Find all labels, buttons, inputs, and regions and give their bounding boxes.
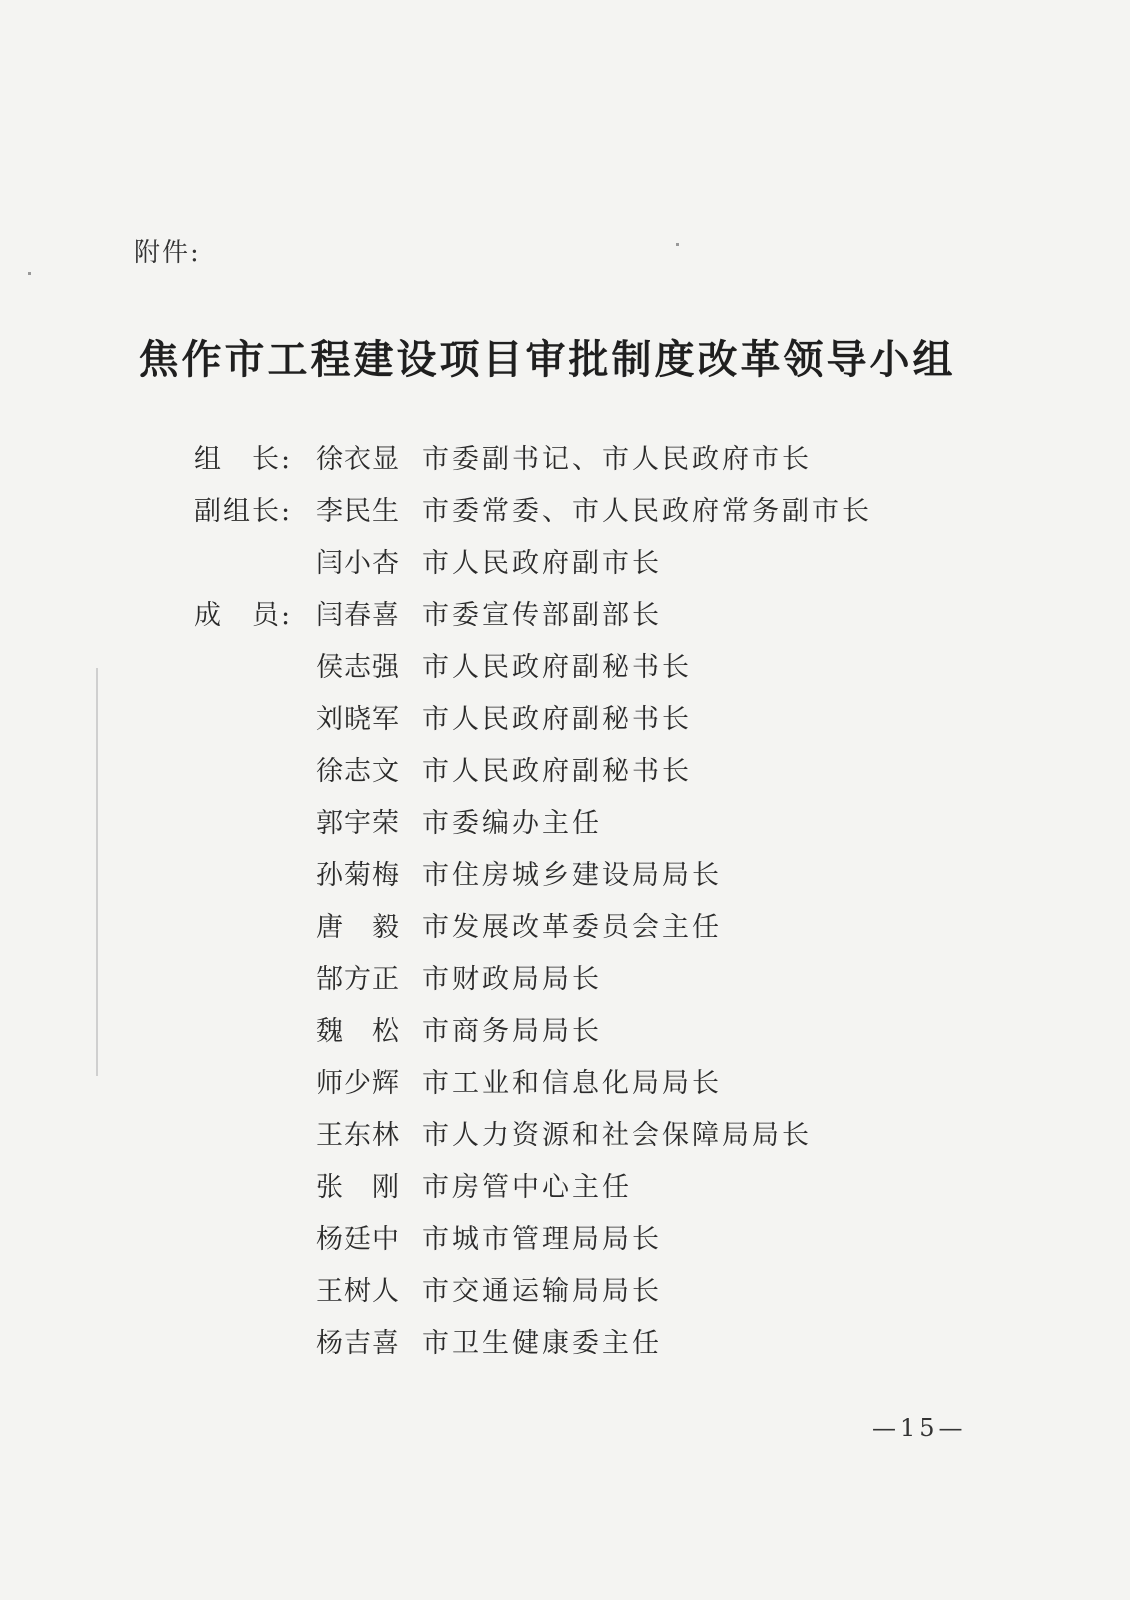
- member-name: 唐 毅: [316, 912, 400, 943]
- member-title: 市商务局局长: [422, 1016, 602, 1047]
- member-title: 市人力资源和社会保障局局长: [422, 1120, 812, 1151]
- member-title: 市工业和信息化局局长: [422, 1068, 722, 1099]
- member-title: 市卫生健康委主任: [422, 1328, 662, 1359]
- member-name: 郜方正: [316, 964, 400, 995]
- scan-dot: [28, 272, 31, 275]
- member-name: 闫小杏: [316, 548, 400, 579]
- member-name: 杨吉喜: [316, 1328, 400, 1359]
- member-name: 张 刚: [316, 1172, 400, 1203]
- member-title: 市委常委、市人民政府常务副市长: [422, 496, 872, 527]
- member-name: 侯志强: [316, 652, 400, 683]
- member-title: 市人民政府副市长: [422, 548, 662, 579]
- member-title: 市城市管理局局长: [422, 1224, 662, 1255]
- member-title: 市委编办主任: [422, 808, 602, 839]
- member-name: 刘晓军: [316, 704, 400, 735]
- role-label: 组 长:: [194, 444, 293, 475]
- member-title: 市财政局局长: [422, 964, 602, 995]
- member-title: 市人民政府副秘书长: [422, 652, 692, 683]
- role-label: 副组长:: [194, 496, 293, 527]
- page-number: —15—: [872, 1414, 967, 1442]
- member-name: 李民生: [316, 496, 400, 527]
- scan-dot: [676, 243, 679, 246]
- member-title: 市交通运输局局长: [422, 1276, 662, 1307]
- member-name: 师少辉: [316, 1068, 400, 1099]
- member-title: 市人民政府副秘书长: [422, 756, 692, 787]
- member-title: 市人民政府副秘书长: [422, 704, 692, 735]
- member-title: 市住房城乡建设局局长: [422, 860, 722, 891]
- scan-edge-mark: [96, 668, 98, 1076]
- attachment-label: 附件:: [134, 238, 201, 268]
- document-title: 焦作市工程建设项目审批制度改革领导小组: [138, 336, 956, 383]
- member-name: 魏 松: [316, 1016, 400, 1047]
- member-name: 杨廷中: [316, 1224, 400, 1255]
- member-title: 市房管中心主任: [422, 1172, 632, 1203]
- member-name: 徐志文: [316, 756, 400, 787]
- member-title: 市发展改革委员会主任: [422, 912, 722, 943]
- member-name: 王树人: [316, 1276, 400, 1307]
- member-name: 孙菊梅: [316, 860, 400, 891]
- member-name: 郭宇荣: [316, 808, 400, 839]
- member-title: 市委宣传部副部长: [422, 600, 662, 631]
- member-name: 闫春喜: [316, 600, 400, 631]
- role-label: 成 员:: [194, 600, 293, 631]
- member-name: 王东林: [316, 1120, 400, 1151]
- member-name: 徐衣显: [316, 444, 400, 475]
- member-title: 市委副书记、市人民政府市长: [422, 444, 812, 475]
